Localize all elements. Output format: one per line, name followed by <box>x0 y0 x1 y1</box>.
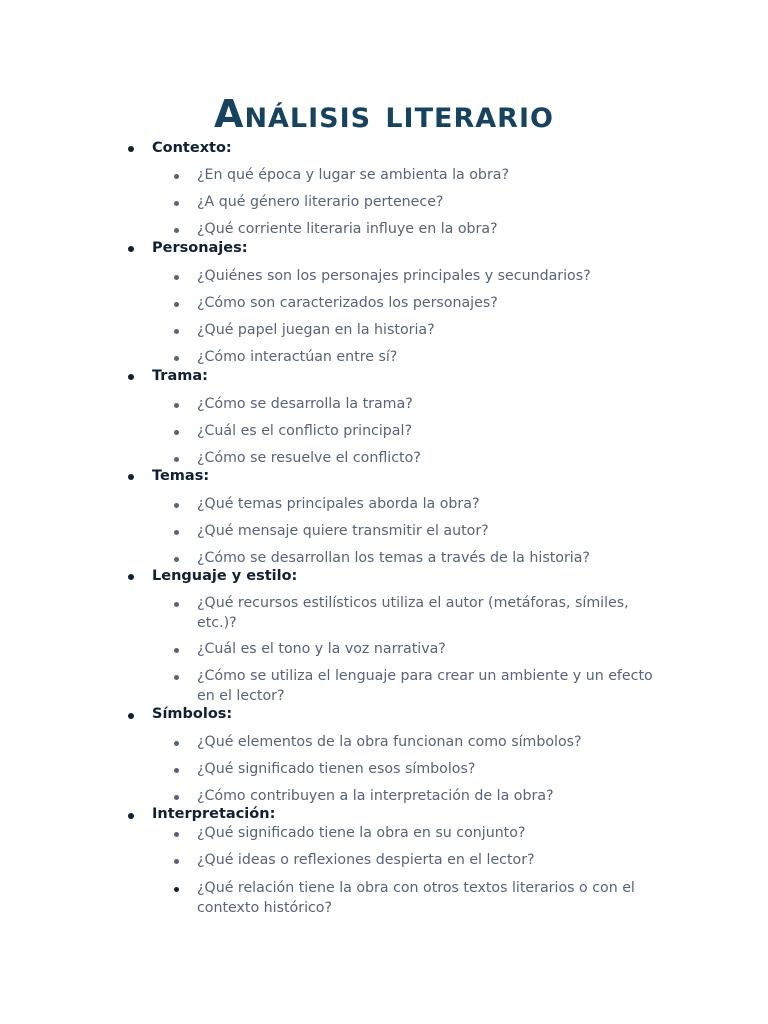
question-item: ¿Qué relación tiene la obra con otros textos literarios o con el contexto histórico? <box>197 880 635 916</box>
bullet-icon <box>128 146 134 152</box>
bullet-icon <box>174 675 179 680</box>
section-heading: Trama: <box>152 368 208 384</box>
bullet-icon <box>174 768 179 773</box>
question-item: ¿Cómo se resuelve el conflicto? <box>197 450 421 466</box>
bullet-icon <box>174 859 179 864</box>
bullet-icon <box>174 201 179 206</box>
bullet-icon <box>174 329 179 334</box>
bullet-icon <box>128 246 134 252</box>
bullet-icon <box>174 741 179 746</box>
question-item: ¿Qué recursos estilísticos utiliza el autor (metáforas, símiles, etc.)? <box>197 595 629 631</box>
question-item: ¿Qué mensaje quiere transmitir el autor? <box>197 523 489 539</box>
question-item: ¿Cómo se desarrollan los temas a través de la historia? <box>197 550 590 566</box>
bullet-icon <box>174 530 179 535</box>
question-item: ¿Quiénes son los personajes principales y secundarios? <box>197 268 591 284</box>
question-item: ¿Cuál es el conflicto principal? <box>197 423 412 439</box>
question-item: ¿Qué papel juegan en la historia? <box>197 322 435 338</box>
question-item: ¿En qué época y lugar se ambienta la obra? <box>197 167 510 183</box>
question-item: ¿Qué significado tiene la obra en su conjunto? <box>197 825 526 841</box>
bullet-icon <box>174 887 179 892</box>
bullet-icon <box>174 356 179 361</box>
bullet-icon <box>128 713 134 719</box>
bullet-icon <box>174 557 179 562</box>
bullet-icon <box>174 302 179 307</box>
question-item: ¿Qué ideas o reflexiones despierta en el lector? <box>197 852 535 868</box>
section-heading: Personajes: <box>152 240 248 256</box>
bullet-icon <box>174 275 179 280</box>
bullet-icon <box>174 795 179 800</box>
page-title: Análisis literario <box>214 92 554 136</box>
question-item: ¿Cuál es el tono y la voz narrativa? <box>197 641 446 657</box>
bullet-icon <box>174 430 179 435</box>
bullet-icon <box>174 457 179 462</box>
question-item: ¿Qué significado tienen esos símbolos? <box>197 761 476 777</box>
section-heading: Símbolos: <box>152 706 233 722</box>
bullet-icon <box>174 228 179 233</box>
question-item: ¿Cómo se utiliza el lenguaje para crear un ambiente y un efecto en el lector? <box>197 668 653 704</box>
question-item: ¿Qué temas principales aborda la obra? <box>197 496 480 512</box>
question-item: ¿Cómo contribuyen a la interpretación de la obra? <box>197 788 554 804</box>
section-heading: Temas: <box>152 468 210 484</box>
question-item: ¿Cómo son caracterizados los personajes? <box>197 295 498 311</box>
bullet-icon <box>174 832 179 837</box>
bullet-icon <box>174 174 179 179</box>
bullet-icon <box>174 503 179 508</box>
question-item: ¿Cómo interactúan entre sí? <box>197 349 398 365</box>
section-heading: Lenguaje y estilo: <box>152 568 298 584</box>
bullet-icon <box>128 574 134 580</box>
bullet-icon <box>174 403 179 408</box>
question-item: ¿Qué elementos de la obra funcionan como símbolos? <box>197 734 582 750</box>
section-heading: Interpretación: <box>152 806 276 822</box>
question-item: ¿Qué corriente literaria influye en la obra? <box>197 221 498 237</box>
bullet-icon <box>128 474 134 480</box>
bullet-icon <box>174 602 179 607</box>
bullet-icon <box>128 813 134 819</box>
section-heading: Contexto: <box>152 140 232 156</box>
bullet-icon <box>174 648 179 653</box>
question-item: ¿A qué género literario pertenece? <box>197 194 444 210</box>
bullet-icon <box>128 374 134 380</box>
question-item: ¿Cómo se desarrolla la trama? <box>197 396 413 412</box>
